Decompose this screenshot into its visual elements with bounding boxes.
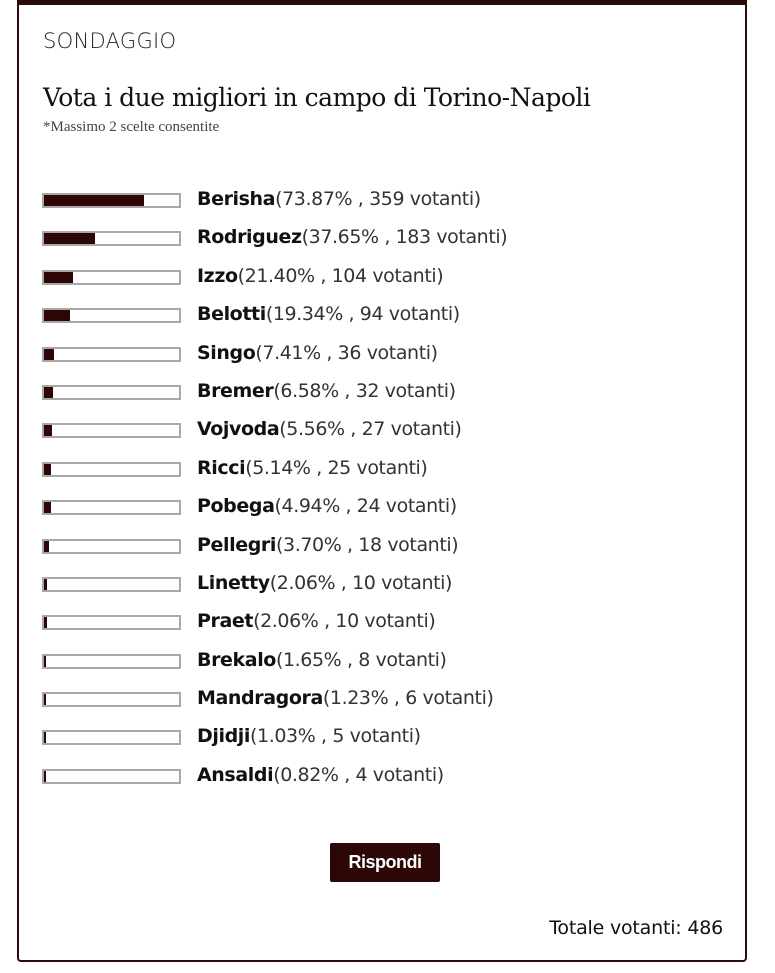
result-bar [42, 462, 181, 477]
option-name: Belotti [197, 303, 266, 326]
option-name: Djidji [197, 725, 251, 748]
poll-option[interactable] [42, 457, 722, 495]
result-bar-fill [44, 272, 73, 283]
option-name: Rodriguez [197, 226, 302, 249]
option-stats: (1.23% , 6 votanti) [322, 687, 494, 710]
result-bar-fill [44, 771, 46, 782]
poll-option[interactable] [42, 188, 722, 226]
option-label [197, 226, 507, 248]
option-stats: (7.41% , 36 votanti) [255, 341, 438, 364]
option-name: Praet [197, 610, 254, 633]
option-label [197, 188, 481, 210]
result-bar [42, 423, 181, 438]
option-stats: (4.94% , 24 votanti) [274, 495, 457, 518]
option-label [197, 265, 443, 287]
poll-option[interactable] [42, 226, 722, 264]
result-bar [42, 347, 181, 362]
option-stats: (1.03% , 5 votanti) [250, 725, 421, 748]
option-name: Mandragora [197, 687, 323, 710]
option-name: Linetty [197, 571, 270, 594]
result-bar-fill [44, 541, 49, 552]
option-name: Singo [197, 341, 256, 364]
result-bar-fill [44, 425, 52, 436]
option-label [197, 649, 447, 671]
option-stats: (37.65% , 183 votanti) [301, 226, 508, 249]
option-label [197, 418, 462, 440]
result-bar [42, 730, 181, 745]
result-bar [42, 539, 181, 554]
option-stats: (2.06% , 10 votanti) [269, 571, 453, 594]
option-name: Pellegri [197, 533, 277, 556]
poll-option[interactable] [42, 380, 722, 418]
result-bar-fill [44, 464, 51, 475]
poll-option[interactable] [42, 572, 722, 610]
result-bar [42, 615, 181, 630]
result-bar [42, 500, 181, 515]
result-bar [42, 308, 181, 323]
result-bar-fill [44, 579, 47, 590]
result-bar-fill [44, 387, 53, 398]
result-bar [42, 769, 181, 784]
poll-note: *Massimo 2 scelte consentite [43, 119, 220, 135]
result-bar-fill [44, 310, 70, 321]
option-stats: (19.34% , 94 votanti) [265, 303, 460, 326]
result-bar-fill [44, 694, 46, 705]
poll-option[interactable] [42, 649, 722, 687]
result-bar-fill [44, 195, 144, 206]
result-bar-fill [44, 233, 95, 244]
option-label [197, 534, 458, 556]
option-label [197, 342, 438, 364]
result-bar [42, 692, 181, 707]
result-bar [42, 577, 181, 592]
poll-option[interactable] [42, 725, 722, 763]
poll-option[interactable] [42, 303, 722, 341]
total-voters: Totale votanti: 486 [549, 917, 723, 939]
result-bar [42, 231, 181, 246]
result-bar [42, 654, 181, 669]
result-bar-fill [44, 656, 46, 667]
option-stats: (21.40% , 104 votanti) [237, 264, 444, 287]
option-stats: (0.82% , 4 votanti) [273, 763, 444, 786]
result-bar-fill [44, 617, 47, 628]
option-label [197, 764, 444, 786]
option-stats: (73.87% , 359 votanti) [275, 188, 481, 210]
option-name: Ansaldi [197, 763, 274, 786]
option-name: Pobega [197, 495, 275, 518]
result-bar-fill [44, 349, 54, 360]
option-stats: (2.06% , 10 votanti) [253, 610, 436, 633]
poll-kicker: SONDAGGIO [43, 29, 177, 53]
option-stats: (5.56% , 27 votanti) [279, 418, 462, 441]
option-name: Vojvoda [197, 418, 280, 441]
submit-button[interactable]: Rispondi [330, 843, 440, 882]
option-name: Bremer [197, 379, 274, 402]
poll-option[interactable] [42, 265, 722, 303]
option-name: Ricci [197, 456, 246, 479]
poll-option[interactable] [42, 418, 722, 456]
option-label [197, 380, 456, 402]
option-name: Berisha [197, 188, 276, 210]
poll-option[interactable] [42, 534, 722, 572]
poll-question: Vota i due migliori in campo di Torino-Napoli [43, 83, 591, 112]
poll-option[interactable] [42, 687, 722, 725]
option-label [197, 610, 435, 632]
poll-options [42, 188, 722, 802]
result-bar [42, 385, 181, 400]
option-label [197, 725, 421, 747]
option-label [197, 457, 427, 479]
option-label [197, 572, 452, 594]
result-bar-fill [44, 502, 51, 513]
option-stats: (3.70% , 18 votanti) [276, 533, 459, 556]
option-label [197, 303, 460, 325]
result-bar [42, 270, 181, 285]
option-stats: (5.14% , 25 votanti) [245, 456, 428, 479]
result-bar-fill [44, 732, 46, 743]
option-label [197, 687, 493, 709]
option-name: Brekalo [197, 648, 276, 671]
poll-option[interactable] [42, 495, 722, 533]
poll-card [17, 0, 747, 962]
poll-option[interactable] [42, 764, 722, 802]
result-bar [42, 193, 181, 208]
option-label [197, 495, 457, 517]
option-name: Izzo [197, 264, 238, 287]
option-stats: (1.65% , 8 votanti) [275, 648, 447, 671]
option-stats: (6.58% , 32 votanti) [273, 379, 456, 402]
poll-option[interactable] [42, 610, 722, 648]
poll-option[interactable] [42, 342, 722, 380]
